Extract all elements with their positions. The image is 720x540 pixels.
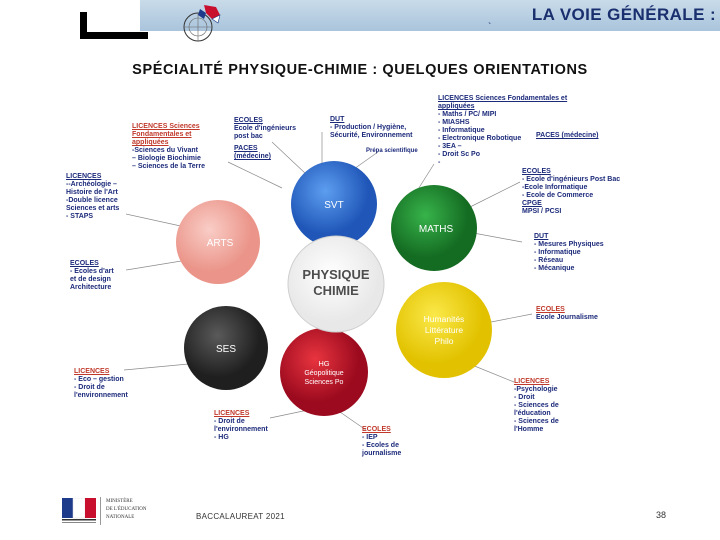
label-licences-hum: LICENCES -Psychologie - Droit - Sciences de l'éducation - Sciences de l'Homme [514,378,559,433]
label-ecoles-arts: ECOLES - Ecoles d'art et de design Architecture [70,260,114,291]
hum-text-2: Littérature [424,325,464,335]
lycee-logo [76,12,148,39]
label-dut-top: DUT - Production / Hygiène, Sécurité, Environnement Prépa scientifique [330,116,418,154]
page-number: 38 [656,510,667,520]
label-ecoles-hum: ECOLES Ecole Journalisme [536,306,598,321]
header-accent-mark: ` [488,22,492,33]
school-emblem-icon [176,1,224,45]
label-ecoles-maths: ECOLES - Ecole d'ingénieurs Post Bac -Ecole Informatique - Ecole de Commerce CPGE MPSI / PCSI [522,168,621,215]
hg-text-3: Sciences Po [304,379,344,386]
maths-text: MATHS [418,224,454,235]
footer-center: BACCALAUREAT 2021 [196,512,285,521]
label-licences-hg: LICENCES - Droit de l'environnement - HG [214,410,268,441]
label-ecoles-hg: ECOLES - IEP - Ecoles de journalisme [362,426,402,457]
orientation-diagram [60,92,620,474]
center-text-2: CHIMIE [313,283,359,298]
ministere-line-2: DE L'ÉDUCATION [106,507,147,512]
ministere-logo [62,495,162,529]
label-dut-maths: DUT - Mesures Physiques - Informatique - Réseau - Mécanique [534,233,604,272]
label-licences-ses: LICENCES - Eco – gestion - Droit de l'environnement [74,368,128,399]
ministere-line-1: MINISTÈRE [106,499,133,504]
label-licences-maths: LICENCES Sciences Fondamentales et appliquées - Maths / PC/ MIPI - MIASHS - Informatique - Electronique Robotique - 3EA – - Droit Sc Po - [438,95,568,166]
marianne-icon [62,498,96,526]
slide-title: SPÉCIALITÉ PHYSIQUE-CHIMIE : QUELQUES ORIENTATIONS [132,62,588,78]
hg-text-1: HG [318,359,330,368]
hum-text-1: Humanités [423,314,465,324]
label-ecoles-ing: ECOLES Ecole d'ingénieurs post bac PACES (médecine) [234,117,296,160]
label-licences-sciences: LICENCES Sciences Fondamentales et appliquées -Sciences du Vivant – Biologie Biochimie – Sciences de la Terre [132,123,206,170]
ses-text: SES [215,344,237,355]
center-text-1: PHYSIQUE [302,267,370,282]
label-licences-arts: LICENCES --Archéologie – Histoire de l'Art -Double licence Sciences et arts - STAPS [66,173,120,220]
hg-text-2: Géopolitique [304,370,344,377]
header-title: LA VOIE GÉNÉRALE : [531,5,716,24]
label-paces-maths: PACES (médecine) [536,132,599,139]
arts-text: ARTS [206,238,234,249]
ministere-line-3: NATIONALE [106,515,135,520]
svt-text: SVT [324,200,344,211]
hum-text-3: Philo [434,336,454,346]
